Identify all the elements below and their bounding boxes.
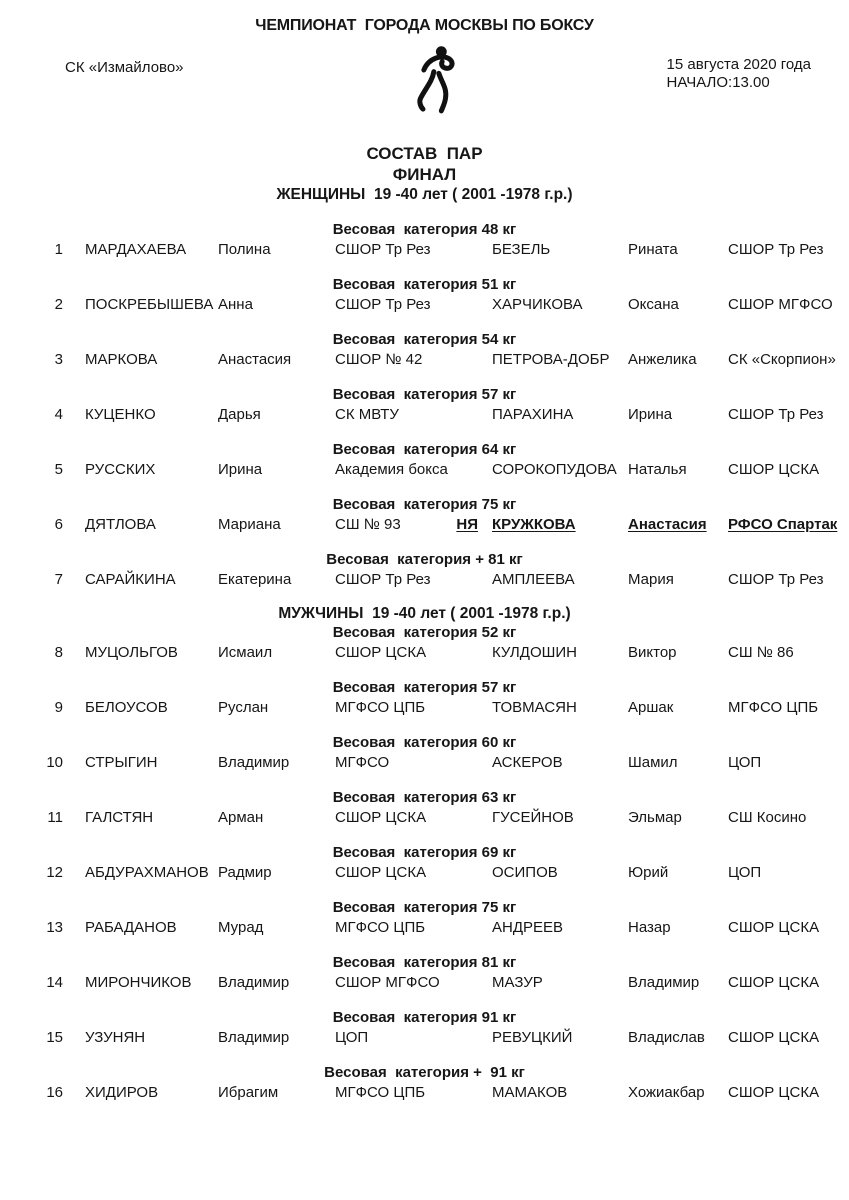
pair-row xyxy=(0,350,849,369)
red-surname: ДЯТЛОВА xyxy=(85,516,156,533)
blue-club: СШОР Тр Рез xyxy=(728,406,824,423)
red-club-label: ЦОП xyxy=(335,1029,369,1046)
blue-firstname: Эльмар xyxy=(628,809,682,826)
weight-category-label: Весовая категория + 81 кг xyxy=(326,551,523,568)
note-label: НЯ xyxy=(456,516,478,533)
pair-block xyxy=(0,275,849,314)
blue-club: СШОР ЦСКА xyxy=(728,1029,820,1046)
red-club-label: СШОР ЦСКА xyxy=(335,864,427,881)
blue-firstname: Оксана xyxy=(628,296,679,313)
weight-category-label: Весовая категория 75 кг xyxy=(332,899,517,916)
blue-club: СШОР ЦСКА xyxy=(728,1084,820,1101)
blue-firstname: Назар xyxy=(628,919,671,936)
red-surname: ГАЛСТЯН xyxy=(85,809,154,826)
red-firstname: Анна xyxy=(218,296,253,313)
blue-club: РФСО Спартак xyxy=(728,516,838,533)
pair-number: 4 xyxy=(54,406,63,423)
subtitle-final: ФИНАЛ xyxy=(392,165,457,184)
blue-surname: АМПЛЕЕВА xyxy=(492,571,575,588)
blue-club: СШ № 86 xyxy=(728,644,794,661)
pair-block xyxy=(0,495,849,534)
weight-category-label: Весовая категория 48 кг xyxy=(332,221,517,238)
blue-firstname: Владислав xyxy=(628,1029,705,1046)
red-club-label: СШОР ЦСКА xyxy=(335,644,427,661)
blue-surname: АНДРЕЕВ xyxy=(492,919,564,936)
red-surname: МАРДАХАЕВА xyxy=(85,241,187,258)
red-club-label: СК МВТУ xyxy=(335,406,399,423)
red-club-label: СШОР МГФСО xyxy=(335,974,440,991)
pair-block xyxy=(0,733,849,772)
pair-row xyxy=(0,295,849,314)
pairs-list xyxy=(0,220,849,1102)
red-surname: БЕЛОУСОВ xyxy=(85,699,168,716)
pair-number: 6 xyxy=(54,516,63,533)
weight-category-label: Весовая категория 75 кг xyxy=(332,496,517,513)
pair-block xyxy=(0,898,849,937)
red-firstname: Екатерина xyxy=(218,571,292,588)
blue-firstname: Анжелика xyxy=(628,351,697,368)
red-club-label: СШОР Тр Рез xyxy=(335,241,431,258)
venue-label: СК «Измайлово» xyxy=(65,59,184,76)
red-firstname: Арман xyxy=(218,809,264,826)
blue-surname: ХАРЧИКОВА xyxy=(492,296,583,313)
red-club xyxy=(335,808,492,827)
weight-category-label: Весовая категория 91 кг xyxy=(332,1009,517,1026)
blue-club: СШОР ЦСКА xyxy=(728,461,820,478)
pair-block xyxy=(0,623,849,662)
red-surname: УЗУНЯН xyxy=(85,1029,146,1046)
weight-category-label: Весовая категория 57 кг xyxy=(332,679,517,696)
pair-number: 8 xyxy=(54,644,63,661)
red-club xyxy=(335,295,492,314)
pair-number: 7 xyxy=(54,571,63,588)
red-club-label: СШОР № 42 xyxy=(335,351,423,368)
weight-category-label: Весовая категория 69 кг xyxy=(332,844,517,861)
blue-surname: МАЗУР xyxy=(492,974,543,991)
blue-firstname: Владимир xyxy=(628,974,700,991)
blue-surname: АСКЕРОВ xyxy=(492,754,563,771)
red-firstname: Владимир xyxy=(218,1029,290,1046)
date-block xyxy=(667,56,811,91)
red-club xyxy=(335,698,492,717)
red-surname: РУССКИХ xyxy=(85,461,156,478)
pair-row xyxy=(0,643,849,662)
red-firstname: Ибрагим xyxy=(218,1084,279,1101)
red-club xyxy=(335,240,492,259)
blue-firstname: Виктор xyxy=(628,644,677,661)
blue-firstname: Мария xyxy=(628,571,674,588)
red-firstname: Мурад xyxy=(218,919,264,936)
blue-firstname: Аршак xyxy=(628,699,674,716)
red-club-label: МГФСО ЦПБ xyxy=(335,1084,426,1101)
blue-surname: ТОВМАСЯН xyxy=(492,699,577,716)
red-club xyxy=(335,863,492,882)
pair-block xyxy=(0,1063,849,1102)
red-club xyxy=(335,973,492,992)
blue-firstname: Ирина xyxy=(628,406,673,423)
red-surname: АБДУРАХМАНОВ xyxy=(85,864,209,881)
start-time-label: НАЧАЛО:13.00 xyxy=(666,73,770,91)
blue-firstname: Наталья xyxy=(628,461,687,478)
red-club xyxy=(335,1028,492,1047)
pair-number: 11 xyxy=(47,809,63,826)
red-surname: ХИДИРОВ xyxy=(85,1084,159,1101)
blue-surname: ПЕТРОВА-ДОБР xyxy=(492,351,610,368)
red-firstname: Мариана xyxy=(218,516,281,533)
pair-number: 1 xyxy=(54,241,63,258)
red-club-label: МГФСО ЦПБ xyxy=(335,699,426,716)
pair-number: 13 xyxy=(46,919,63,936)
red-firstname: Исмаил xyxy=(218,644,273,661)
red-club-label: СШОР Тр Рез xyxy=(335,296,431,313)
red-surname: РАБАДАНОВ xyxy=(85,919,177,936)
pair-number: 3 xyxy=(54,351,63,368)
pair-row xyxy=(0,808,849,827)
subtitle-pairs: СОСТАВ ПАР xyxy=(366,144,483,163)
red-club-label: МГФСО ЦПБ xyxy=(335,919,426,936)
pair-block xyxy=(0,330,849,369)
weight-category-label: Весовая категория + 91 кг xyxy=(324,1064,525,1081)
boxer-pictogram-icon xyxy=(413,45,463,120)
red-club xyxy=(335,515,492,534)
blue-club: СШОР Тр Рез xyxy=(728,241,824,258)
pair-block xyxy=(0,678,849,717)
blue-surname: БЕЗЕЛЬ xyxy=(492,241,551,258)
blue-surname: КРУЖКОВА xyxy=(492,516,576,533)
weight-category-label: Весовая категория 81 кг xyxy=(332,954,517,971)
pair-number: 2 xyxy=(54,296,63,313)
red-club xyxy=(335,753,492,772)
pair-block xyxy=(0,550,849,589)
pair-row xyxy=(0,1028,849,1047)
red-surname: СТРЫГИН xyxy=(85,754,158,771)
pair-number: 9 xyxy=(54,699,63,716)
pair-block xyxy=(0,1008,849,1047)
red-firstname: Полина xyxy=(218,241,271,258)
blue-club: СК «Скорпион» xyxy=(728,351,836,368)
weight-category-label: Весовая категория 51 кг xyxy=(332,276,517,293)
weight-category-label: Весовая категория 54 кг xyxy=(332,331,517,348)
blue-club: СШОР ЦСКА xyxy=(728,974,820,991)
blue-club: МГФСО ЦПБ xyxy=(728,699,819,716)
blue-firstname: Юрий xyxy=(628,864,669,881)
pair-row xyxy=(0,1083,849,1102)
blue-club: ЦОП xyxy=(728,754,762,771)
red-surname: ПОСКРЕБЫШЕВА xyxy=(85,296,214,313)
pair-row xyxy=(0,973,849,992)
pair-number: 10 xyxy=(46,754,63,771)
blue-surname: РЕВУЦКИЙ xyxy=(492,1029,573,1046)
blue-firstname: Анастасия xyxy=(628,516,707,533)
pair-block xyxy=(0,843,849,882)
pair-row xyxy=(0,753,849,772)
blue-firstname: Шамил xyxy=(628,754,678,771)
red-club-label: СШОР ЦСКА xyxy=(335,809,427,826)
blue-surname: ПАРАХИНА xyxy=(492,406,574,423)
pair-row xyxy=(0,698,849,717)
red-club-label: МГФСО xyxy=(335,754,390,771)
pair-row xyxy=(0,405,849,424)
weight-category-label: Весовая категория 57 кг xyxy=(332,386,517,403)
red-surname: МАРКОВА xyxy=(85,351,158,368)
blue-club: СШОР МГФСО xyxy=(728,296,833,313)
weight-category-label: Весовая категория 64 кг xyxy=(332,441,517,458)
red-club xyxy=(335,350,492,369)
blue-club: ЦОП xyxy=(728,864,762,881)
pair-block xyxy=(0,953,849,992)
red-club-label: Академия бокса xyxy=(335,461,448,478)
blue-club: СШОР ЦСКА xyxy=(728,919,820,936)
red-club xyxy=(335,570,492,589)
weight-category-label: Весовая категория 60 кг xyxy=(332,734,517,751)
pair-number: 14 xyxy=(46,974,63,991)
pair-row xyxy=(0,570,849,589)
pair-row xyxy=(0,918,849,937)
blue-club: СШОР Тр Рез xyxy=(728,571,824,588)
red-firstname: Радмир xyxy=(218,864,272,881)
pair-number: 12 xyxy=(46,864,63,881)
pair-number: 5 xyxy=(54,461,63,478)
red-club xyxy=(335,918,492,937)
blue-club: СШ Косино xyxy=(728,809,807,826)
blue-surname: МАМАКОВ xyxy=(492,1084,568,1101)
red-surname: КУЦЕНКО xyxy=(85,406,156,423)
red-firstname: Владимир xyxy=(218,974,290,991)
pair-row xyxy=(0,863,849,882)
red-club xyxy=(335,643,492,662)
pair-block xyxy=(0,220,849,259)
red-club-label: СШ № 93 xyxy=(335,516,401,533)
pair-row xyxy=(0,460,849,479)
pair-number: 15 xyxy=(46,1029,63,1046)
red-firstname: Руслан xyxy=(218,699,269,716)
document-title: ЧЕМПИОНАТ ГОРОДА МОСКВЫ ПО БОКСУ xyxy=(255,17,594,34)
date-label: 15 августа 2020 года xyxy=(666,56,811,73)
red-firstname: Анастасия xyxy=(218,351,292,368)
weight-category-label: Весовая категория 52 кг xyxy=(332,624,517,641)
blue-firstname: Хожиакбар xyxy=(628,1084,705,1101)
pair-number: 16 xyxy=(46,1084,63,1101)
pair-block xyxy=(0,788,849,827)
section-men: МУЖЧИНЫ 19 -40 лет ( 2001 -1978 г.р.) xyxy=(278,605,571,622)
blue-firstname: Рината xyxy=(628,241,678,258)
blue-surname: КУЛДОШИН xyxy=(492,644,577,661)
section-women: ЖЕНЩИНЫ 19 -40 лет ( 2001 -1978 г.р.) xyxy=(276,186,573,203)
weight-category-label: Весовая категория 63 кг xyxy=(332,789,517,806)
red-surname: САРАЙКИНА xyxy=(85,571,176,588)
red-surname: МУЦОЛЬГОВ xyxy=(85,644,178,661)
red-firstname: Ирина xyxy=(218,461,263,478)
pair-block xyxy=(0,440,849,479)
red-surname: МИРОНЧИКОВ xyxy=(85,974,192,991)
pair-block xyxy=(0,385,849,424)
red-club-label: СШОР Тр Рез xyxy=(335,571,431,588)
red-club xyxy=(335,405,492,424)
pair-row xyxy=(0,515,849,534)
blue-surname: СОРОКОПУДОВА xyxy=(492,461,617,478)
blue-surname: ОСИПОВ xyxy=(492,864,558,881)
blue-surname: ГУСЕЙНОВ xyxy=(492,809,574,826)
red-firstname: Дарья xyxy=(218,406,261,423)
red-club xyxy=(335,460,492,479)
red-firstname: Владимир xyxy=(218,754,290,771)
red-club xyxy=(335,1083,492,1102)
header-row xyxy=(0,45,849,125)
pair-row xyxy=(0,240,849,259)
